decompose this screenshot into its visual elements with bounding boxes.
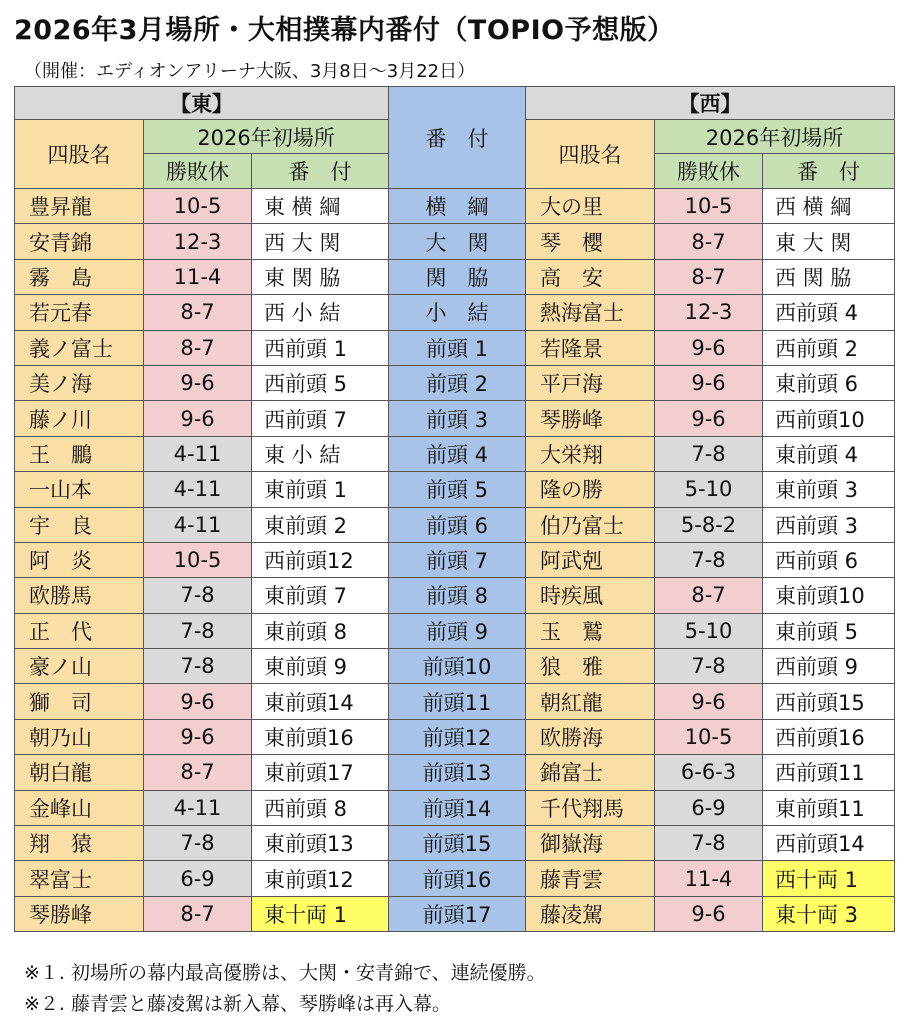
west-prev-rank: 西前頭 6 bbox=[763, 542, 895, 577]
rank-cell: 前頭10 bbox=[389, 649, 526, 684]
footnote-1: ※１. 初場所の幕内最高優勝は、大関・安青錦で、連続優勝。 bbox=[24, 962, 546, 984]
west-record: 6-9 bbox=[655, 790, 763, 825]
rank-cell: 前頭12 bbox=[389, 719, 526, 754]
east-record: 8-7 bbox=[144, 755, 252, 790]
east-shikona: 朝白龍 bbox=[15, 755, 144, 790]
rank-cell: 前頭14 bbox=[389, 790, 526, 825]
west-shikona: 狼 雅 bbox=[526, 649, 655, 684]
east-record: 4-11 bbox=[144, 507, 252, 542]
east-prev-rank: 西前頭12 bbox=[252, 542, 389, 577]
east-record: 7-8 bbox=[144, 826, 252, 861]
table-row bbox=[15, 719, 895, 754]
east-prev-rank: 西前頭 8 bbox=[252, 790, 389, 825]
west-prev-rank: 西前頭 3 bbox=[763, 507, 895, 542]
east-shikona: 翔 猿 bbox=[15, 826, 144, 861]
west-shikona: 千代翔馬 bbox=[526, 790, 655, 825]
east-shikona: 美ノ海 bbox=[15, 365, 144, 400]
table-row bbox=[15, 578, 895, 613]
east-prev-basho-header: 2026年初場所 bbox=[144, 120, 389, 154]
table-row bbox=[15, 826, 895, 861]
east-shikona: 金峰山 bbox=[15, 790, 144, 825]
west-shikona: 錦富士 bbox=[526, 755, 655, 790]
east-shikona: 琴勝峰 bbox=[15, 896, 144, 931]
table-row bbox=[15, 507, 895, 542]
rank-header: 番 付 bbox=[389, 87, 526, 189]
east-prev-rank: 西前頭 7 bbox=[252, 401, 389, 436]
rank-cell: 前頭 8 bbox=[389, 578, 526, 613]
table-row bbox=[15, 613, 895, 648]
west-header: 【西】 bbox=[526, 87, 895, 120]
west-record: 7-8 bbox=[655, 436, 763, 471]
east-prev-rank: 東前頭14 bbox=[252, 684, 389, 719]
west-shikona: 玉 鷲 bbox=[526, 613, 655, 648]
west-shikona: 朝紅龍 bbox=[526, 684, 655, 719]
east-record: 12-3 bbox=[144, 224, 252, 259]
west-prev-rank: 東前頭 5 bbox=[763, 613, 895, 648]
east-prev-rank: 西 大 関 bbox=[252, 224, 389, 259]
west-record: 10-5 bbox=[655, 719, 763, 754]
east-shikona: 欧勝馬 bbox=[15, 578, 144, 613]
east-shikona: 正 代 bbox=[15, 613, 144, 648]
rank-cell: 前頭11 bbox=[389, 684, 526, 719]
west-record: 11-4 bbox=[655, 861, 763, 896]
east-record: 9-6 bbox=[144, 401, 252, 436]
east-prev-rank-header: 番 付 bbox=[252, 154, 389, 189]
east-shikona: 豪ノ山 bbox=[15, 649, 144, 684]
table-row bbox=[15, 861, 895, 896]
east-record-header: 勝敗休 bbox=[144, 154, 252, 189]
east-prev-rank: 東前頭12 bbox=[252, 861, 389, 896]
east-shikona: 若元春 bbox=[15, 295, 144, 330]
east-prev-rank: 西前頭 1 bbox=[252, 330, 389, 365]
west-record: 12-3 bbox=[655, 295, 763, 330]
west-record: 7-8 bbox=[655, 649, 763, 684]
west-prev-rank: 西前頭11 bbox=[763, 755, 895, 790]
table-row bbox=[15, 295, 895, 330]
east-record: 10-5 bbox=[144, 542, 252, 577]
east-shikona-header: 四股名 bbox=[15, 120, 144, 189]
east-prev-rank: 東 関 脇 bbox=[252, 259, 389, 294]
rank-cell: 前頭 9 bbox=[389, 613, 526, 648]
east-shikona: 藤ノ川 bbox=[15, 401, 144, 436]
west-record: 5-8-2 bbox=[655, 507, 763, 542]
rank-cell: 前頭 3 bbox=[389, 401, 526, 436]
rank-cell: 前頭 7 bbox=[389, 542, 526, 577]
west-prev-rank: 東十両 3 bbox=[763, 896, 895, 931]
east-record: 4-11 bbox=[144, 472, 252, 507]
west-prev-rank: 西 横 綱 bbox=[763, 189, 895, 224]
east-prev-rank: 東十両 1 bbox=[252, 896, 389, 931]
east-prev-rank: 東前頭 7 bbox=[252, 578, 389, 613]
west-shikona: 阿武剋 bbox=[526, 542, 655, 577]
west-prev-rank: 東前頭 6 bbox=[763, 365, 895, 400]
west-record: 5-10 bbox=[655, 472, 763, 507]
table-row bbox=[15, 401, 895, 436]
rank-cell: 前頭17 bbox=[389, 896, 526, 931]
east-prev-rank: 東前頭17 bbox=[252, 755, 389, 790]
west-record: 9-6 bbox=[655, 684, 763, 719]
page-title: 2026年3月場所・大相撲幕内番付（TOPIO予想版） bbox=[14, 15, 675, 46]
table-row bbox=[15, 542, 895, 577]
west-shikona: 平戸海 bbox=[526, 365, 655, 400]
east-shikona: 王 鵬 bbox=[15, 436, 144, 471]
table-row bbox=[15, 259, 895, 294]
west-shikona: 欧勝海 bbox=[526, 719, 655, 754]
west-shikona: 大栄翔 bbox=[526, 436, 655, 471]
event-info: （開催：エディオンアリーナ大阪、3月8日〜3月22日） bbox=[24, 61, 476, 82]
east-record: 11-4 bbox=[144, 259, 252, 294]
table-row bbox=[15, 755, 895, 790]
west-prev-rank: 東前頭 3 bbox=[763, 472, 895, 507]
west-shikona: 若隆景 bbox=[526, 330, 655, 365]
west-prev-rank: 東前頭11 bbox=[763, 790, 895, 825]
west-prev-rank: 西前頭 2 bbox=[763, 330, 895, 365]
rank-cell: 関 脇 bbox=[389, 259, 526, 294]
east-prev-rank: 西 小 結 bbox=[252, 295, 389, 330]
table-row bbox=[15, 189, 895, 224]
east-prev-rank: 西前頭 5 bbox=[252, 365, 389, 400]
west-prev-rank: 東前頭 4 bbox=[763, 436, 895, 471]
east-prev-rank: 東前頭 8 bbox=[252, 613, 389, 648]
west-record-header: 勝敗休 bbox=[655, 154, 763, 189]
west-shikona: 時疾風 bbox=[526, 578, 655, 613]
west-record: 8-7 bbox=[655, 259, 763, 294]
east-record: 6-9 bbox=[144, 861, 252, 896]
west-shikona: 琴 櫻 bbox=[526, 224, 655, 259]
west-prev-rank: 西前頭 9 bbox=[763, 649, 895, 684]
west-record: 10-5 bbox=[655, 189, 763, 224]
east-shikona: 阿 炎 bbox=[15, 542, 144, 577]
west-prev-rank: 東 大 関 bbox=[763, 224, 895, 259]
east-record: 10-5 bbox=[144, 189, 252, 224]
east-shikona: 義ノ富士 bbox=[15, 330, 144, 365]
rank-cell: 小 結 bbox=[389, 295, 526, 330]
rank-cell: 前頭 6 bbox=[389, 507, 526, 542]
west-prev-rank: 西前頭10 bbox=[763, 401, 895, 436]
east-record: 9-6 bbox=[144, 719, 252, 754]
east-shikona: 安青錦 bbox=[15, 224, 144, 259]
west-shikona: 伯乃富士 bbox=[526, 507, 655, 542]
east-prev-rank: 東前頭 2 bbox=[252, 507, 389, 542]
west-prev-rank: 西前頭14 bbox=[763, 826, 895, 861]
rank-cell: 前頭 5 bbox=[389, 472, 526, 507]
table-row bbox=[15, 224, 895, 259]
east-prev-rank: 東前頭13 bbox=[252, 826, 389, 861]
east-header: 【東】 bbox=[15, 87, 389, 120]
east-record: 8-7 bbox=[144, 896, 252, 931]
east-record: 8-7 bbox=[144, 330, 252, 365]
rank-cell: 前頭16 bbox=[389, 861, 526, 896]
footnote-2: ※２. 藤青雲と藤凌駕は新入幕、琴勝峰は再入幕。 bbox=[24, 993, 452, 1015]
west-prev-basho-header: 2026年初場所 bbox=[655, 120, 895, 154]
west-shikona-header: 四股名 bbox=[526, 120, 655, 189]
west-prev-rank: 西十両 1 bbox=[763, 861, 895, 896]
east-record: 4-11 bbox=[144, 436, 252, 471]
table-row bbox=[15, 330, 895, 365]
east-shikona: 朝乃山 bbox=[15, 719, 144, 754]
west-record: 9-6 bbox=[655, 896, 763, 931]
west-shikona: 藤凌駕 bbox=[526, 896, 655, 931]
east-shikona: 豊昇龍 bbox=[15, 189, 144, 224]
west-prev-rank: 西前頭16 bbox=[763, 719, 895, 754]
east-record: 4-11 bbox=[144, 790, 252, 825]
rank-cell: 前頭 2 bbox=[389, 365, 526, 400]
west-record: 7-8 bbox=[655, 826, 763, 861]
table-row bbox=[15, 790, 895, 825]
east-shikona: 獅 司 bbox=[15, 684, 144, 719]
table-row bbox=[15, 649, 895, 684]
west-shikona: 隆の勝 bbox=[526, 472, 655, 507]
west-shikona: 藤青雲 bbox=[526, 861, 655, 896]
rank-cell: 横 綱 bbox=[389, 189, 526, 224]
east-prev-rank: 東前頭 1 bbox=[252, 472, 389, 507]
east-record: 8-7 bbox=[144, 295, 252, 330]
east-prev-rank: 東前頭 9 bbox=[252, 649, 389, 684]
table-row bbox=[15, 365, 895, 400]
table-row bbox=[15, 684, 895, 719]
east-record: 9-6 bbox=[144, 365, 252, 400]
west-shikona: 琴勝峰 bbox=[526, 401, 655, 436]
rank-cell: 前頭15 bbox=[389, 826, 526, 861]
rank-cell: 大 関 bbox=[389, 224, 526, 259]
east-record: 7-8 bbox=[144, 578, 252, 613]
west-prev-rank: 西前頭15 bbox=[763, 684, 895, 719]
rank-cell: 前頭13 bbox=[389, 755, 526, 790]
west-record: 9-6 bbox=[655, 365, 763, 400]
table-row bbox=[15, 896, 895, 931]
east-shikona: 宇 良 bbox=[15, 507, 144, 542]
east-shikona: 一山本 bbox=[15, 472, 144, 507]
rank-cell: 前頭 1 bbox=[389, 330, 526, 365]
east-prev-rank: 東 横 綱 bbox=[252, 189, 389, 224]
west-prev-rank: 東前頭10 bbox=[763, 578, 895, 613]
west-record: 8-7 bbox=[655, 224, 763, 259]
west-shikona: 高 安 bbox=[526, 259, 655, 294]
east-shikona: 霧 島 bbox=[15, 259, 144, 294]
east-prev-rank: 東 小 結 bbox=[252, 436, 389, 471]
banzuke-table bbox=[14, 86, 895, 932]
west-record: 9-6 bbox=[655, 330, 763, 365]
rank-cell: 前頭 4 bbox=[389, 436, 526, 471]
west-record: 8-7 bbox=[655, 578, 763, 613]
west-record: 9-6 bbox=[655, 401, 763, 436]
east-record: 7-8 bbox=[144, 649, 252, 684]
table-row bbox=[15, 472, 895, 507]
table-row bbox=[15, 436, 895, 471]
west-shikona: 熱海富士 bbox=[526, 295, 655, 330]
west-prev-rank: 西 関 脇 bbox=[763, 259, 895, 294]
west-shikona: 大の里 bbox=[526, 189, 655, 224]
west-prev-rank-header: 番 付 bbox=[763, 154, 895, 189]
west-shikona: 御嶽海 bbox=[526, 826, 655, 861]
east-record: 7-8 bbox=[144, 613, 252, 648]
west-record: 6-6-3 bbox=[655, 755, 763, 790]
east-record: 9-6 bbox=[144, 684, 252, 719]
west-prev-rank: 西前頭 4 bbox=[763, 295, 895, 330]
west-record: 7-8 bbox=[655, 542, 763, 577]
east-prev-rank: 東前頭16 bbox=[252, 719, 389, 754]
west-record: 5-10 bbox=[655, 613, 763, 648]
east-shikona: 翠富士 bbox=[15, 861, 144, 896]
